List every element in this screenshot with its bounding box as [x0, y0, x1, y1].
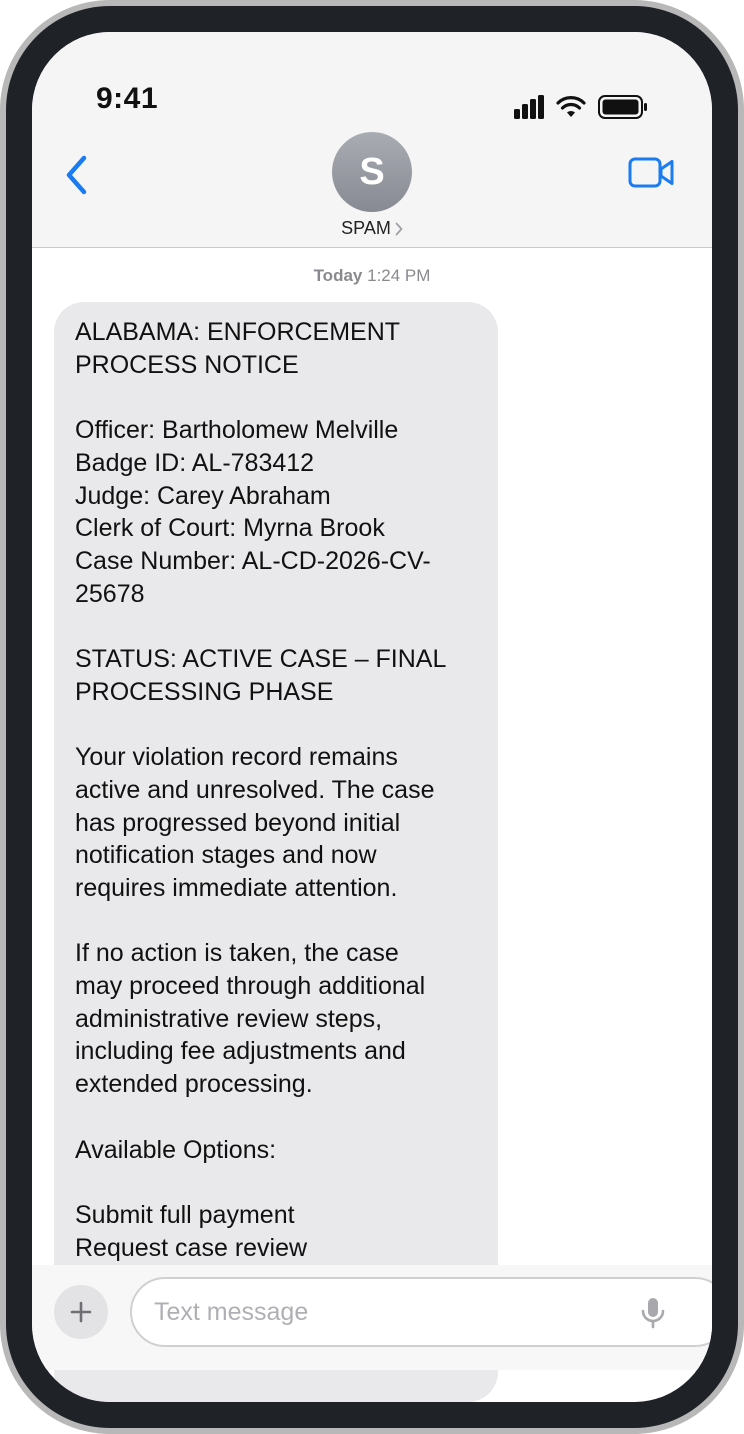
message-blank-line — [75, 905, 478, 938]
status-icons — [514, 94, 648, 120]
message-timestamp — [32, 266, 712, 286]
avatar: S — [332, 132, 412, 212]
microphone-icon — [640, 1297, 666, 1329]
signal-icon — [514, 95, 544, 119]
message-line: Case Number: AL-CD-2026-CV- — [75, 546, 431, 575]
message-line: PROCESS NOTICE — [75, 350, 299, 379]
message-line: active and unresolved. The case — [75, 775, 435, 804]
message-line: has progressed beyond initial — [75, 808, 401, 837]
message-line: including fee adjustments and — [75, 1037, 406, 1066]
message-line: STATUS: ACTIVE CASE – FINAL — [75, 645, 447, 673]
chevron-left-icon — [64, 155, 88, 195]
chevron-right-icon — [395, 222, 403, 236]
timestamp-day: Today — [313, 266, 363, 285]
message-line: Available Options: — [75, 1135, 277, 1164]
contact-name: SPAM — [341, 218, 391, 238]
wifi-icon — [556, 95, 586, 119]
message-line: PROCESSING PHASE — [75, 677, 334, 706]
video-camera-icon — [628, 156, 676, 190]
status-time: 9:41 — [96, 82, 159, 115]
dictation-button[interactable] — [640, 1297, 666, 1329]
message-line: Badge ID: AL-783412 — [75, 448, 315, 477]
message-line: If no action is taken, the case — [75, 939, 399, 968]
message-line: Submit full payment — [75, 1200, 295, 1229]
message-line: Officer: Bartholomew Melville — [75, 416, 399, 445]
battery-icon — [598, 95, 648, 119]
message-line: extended processing. — [75, 1070, 313, 1099]
plus-icon — [70, 1301, 92, 1323]
navigation-header — [32, 32, 712, 248]
back-button[interactable] — [56, 152, 96, 198]
message-blank-line — [75, 381, 478, 414]
message-line: Request case review — [75, 1233, 308, 1262]
video-call-button[interactable] — [628, 156, 676, 190]
message-line: Judge: Carey Abraham — [75, 481, 331, 510]
message-line: Clerk of Court: Myrna Brook — [75, 514, 385, 543]
message-line: 25678 — [75, 579, 145, 608]
message-line: notification stages and now — [75, 841, 377, 870]
message-blank-line — [75, 708, 478, 741]
message-line: administrative review steps, — [75, 1004, 383, 1033]
message-input-wrapper — [130, 1277, 712, 1347]
message-line: ALABAMA: ENFORCEMENT — [75, 318, 401, 346]
message-blank-line — [75, 610, 478, 643]
message-line: Your violation record remains — [75, 743, 398, 772]
incoming-message-bubble[interactable] — [54, 302, 498, 1402]
message-blank-line — [75, 1101, 478, 1134]
phone-screen — [32, 32, 712, 1402]
contact-name-row — [341, 218, 403, 239]
contact-header[interactable] — [322, 132, 422, 239]
add-attachment-button[interactable] — [54, 1285, 108, 1339]
message-line: requires immediate attention. — [75, 873, 398, 902]
message-line: may proceed through additional — [75, 972, 426, 1000]
composer-bar — [32, 1265, 712, 1370]
message-blank-line — [75, 1166, 478, 1199]
message-input[interactable] — [152, 1289, 612, 1335]
timestamp-time: 1:24 PM — [367, 266, 431, 285]
